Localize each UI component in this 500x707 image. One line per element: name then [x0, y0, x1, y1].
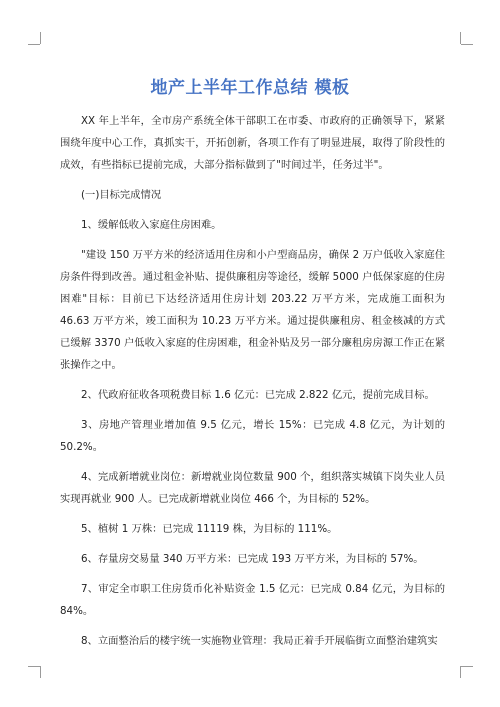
document-body [60, 110, 445, 660]
paragraph-intro: XX 年上半年，全市房产系统全体干部职工在市委、市政府的正确领导下，紧紧围绕年度中心工作，真抓实干，开拓创新，各项工作有了明显进展，取得了阶段性的成效，有些指标已提前完成，大部分指标做到了"时间过半，任务过半"。 [60, 115, 445, 171]
paragraph-item-4: 4、完成新增就业岗位：新增就业岗位数量 900 个，组织落实城镇下岗失业人员实现再就业 900 人。已完成新增就业岗位 466 个，为目标的 52%。 [60, 471, 445, 505]
crop-mark-top-left-h [28, 44, 40, 45]
crop-mark-top-right-v [460, 32, 461, 44]
document-title: 地产上半年工作总结 模板 [150, 78, 350, 99]
paragraph-item-1-heading: 1、缓解低收入家庭住房困难。 [81, 219, 222, 231]
paragraph-item-1-detail: "建设 150 万平方米的经济适用住房和小户型商品房，确保 2 万户低收入家庭住房条件得到改善。通过租金补贴、提供廉租房等途径，缓解 5000 户低保家庭的住房困难"目标：目前已下达经济适用住房计划 203.22 万平方米，完成施工面积为 46.63 万平方米，竣工面积为 10.23 万平方米。通过提供廉租房、租金核减的方式已缓解 3370 户低收入家庭的住房困难，租金补贴及另一部分廉租房房源工作正在紧张操作之中。 [60, 249, 445, 371]
crop-mark-top-left-v [40, 32, 41, 44]
crop-mark-bottom-right-h [461, 666, 473, 667]
crop-mark-top-right-h [461, 44, 473, 45]
paragraph-item-2: 2、代政府征收各项税费目标 1.6 亿元：已完成 2.822 亿元，提前完成目标。 [81, 389, 435, 401]
crop-mark-bottom-left-v [40, 666, 41, 678]
paragraph-item-8: 8、立面整治后的楼宇统一实施物业管理：我局正着手开展临街立面整治建筑实 [81, 635, 438, 647]
crop-mark-bottom-right-v [460, 666, 461, 678]
paragraph-item-5: 5、植树 1 万株：已完成 11119 株，为目标的 111%。 [81, 523, 338, 535]
crop-mark-bottom-left-h [28, 666, 40, 667]
section-heading-goals: (一)目标完成情况 [81, 189, 162, 201]
paragraph-item-7: 7、审定全市职工住房货币化补贴资金 1.5 亿元：已完成 0.84 亿元，为目标的 84%。 [60, 583, 445, 617]
paragraph-item-6: 6、存量房交易量 340 万平方米：已完成 193 万平方米，为目标的 57%。 [81, 553, 424, 565]
paragraph-item-3: 3、房地产管理业增加值 9.5 亿元，增长 15%：已完成 4.8 亿元，为计划的 50.2%。 [60, 419, 445, 453]
